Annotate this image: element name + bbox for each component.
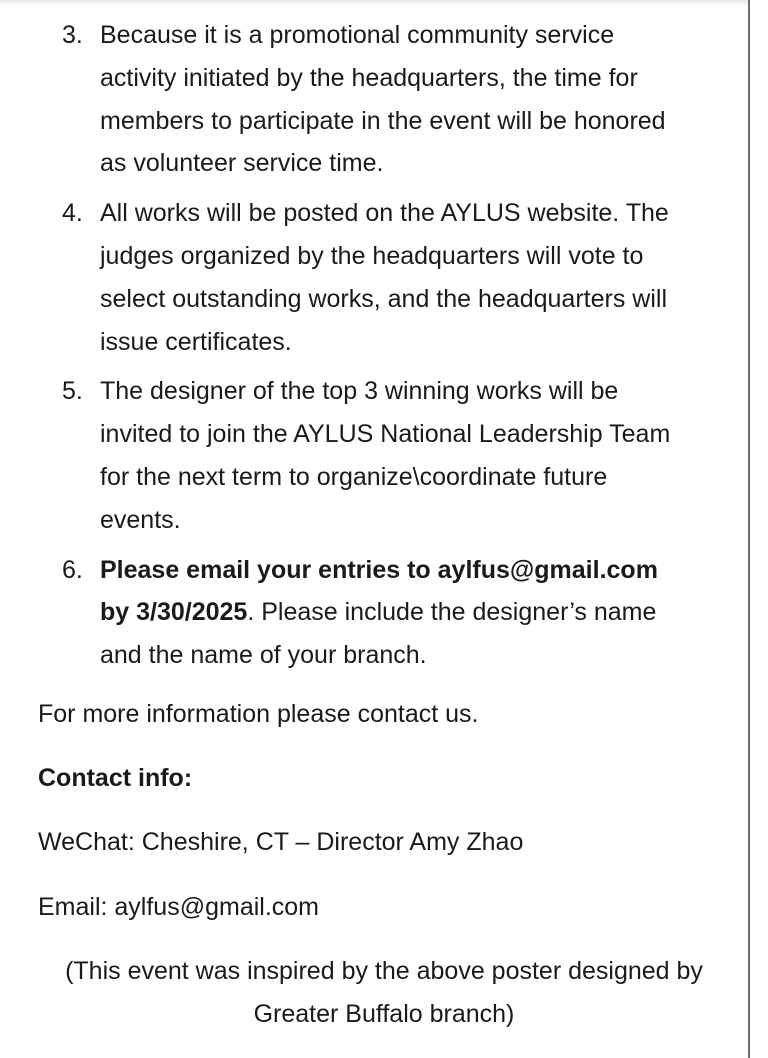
list-item-6 [0,549,748,677]
page-right-border [748,0,750,1058]
footnote-line: Greater Buffalo branch) [253,1000,515,1028]
top-edge-shadow [0,0,748,6]
list-line: activity initiated by the headquarters, the time for [100,63,638,92]
more-info-text: For more information please contact us. [38,700,479,728]
wechat-contact: WeChat: Cheshire, CT – Director Amy Zhao [38,828,524,856]
list-line: The designer of the top 3 winning works will be [100,377,619,406]
list-line: and the name of your branch. [100,641,427,670]
list-number: 4. [62,199,83,228]
list-item-4 [0,192,748,363]
list-line [100,591,728,634]
contact-heading: Contact info: [38,764,193,792]
email-contact: Email: aylfus@gmail.com [38,893,320,921]
list-number: 6. [62,555,83,584]
list-line: for the next term to organize\coordinate future [100,462,608,491]
list-line [100,549,728,592]
list-line: Because it is a promotional community service [100,21,615,49]
list-line: issue certificates. [100,327,292,356]
list-line: members to participate in the event will be honored [100,106,666,135]
deadline-instruction: Please email your entries to aylfus@gmail.com [100,555,658,584]
list-line: All works will be posted on the AYLUS website. The [100,199,669,228]
list-item-3 [0,14,748,185]
deadline-date: by 3/30/2025 [100,598,248,627]
list-line: invited to join the AYLUS National Leadership Team [100,420,671,449]
footnote-line: (This event was inspired by the above poster designed by [65,957,703,985]
list-number: 5. [62,377,83,406]
include-name-text: . Please include the designer’s name [247,598,657,627]
list-line: select outstanding works, and the headquarters will [100,284,667,313]
list-line: judges organized by the headquarters will vote to [100,241,644,270]
list-line: as volunteer service time. [100,149,384,178]
footnote [20,950,748,1036]
numbered-list [0,14,748,684]
list-line: events. [100,505,181,534]
list-item-5 [0,370,748,541]
list-number: 3. [62,21,83,49]
